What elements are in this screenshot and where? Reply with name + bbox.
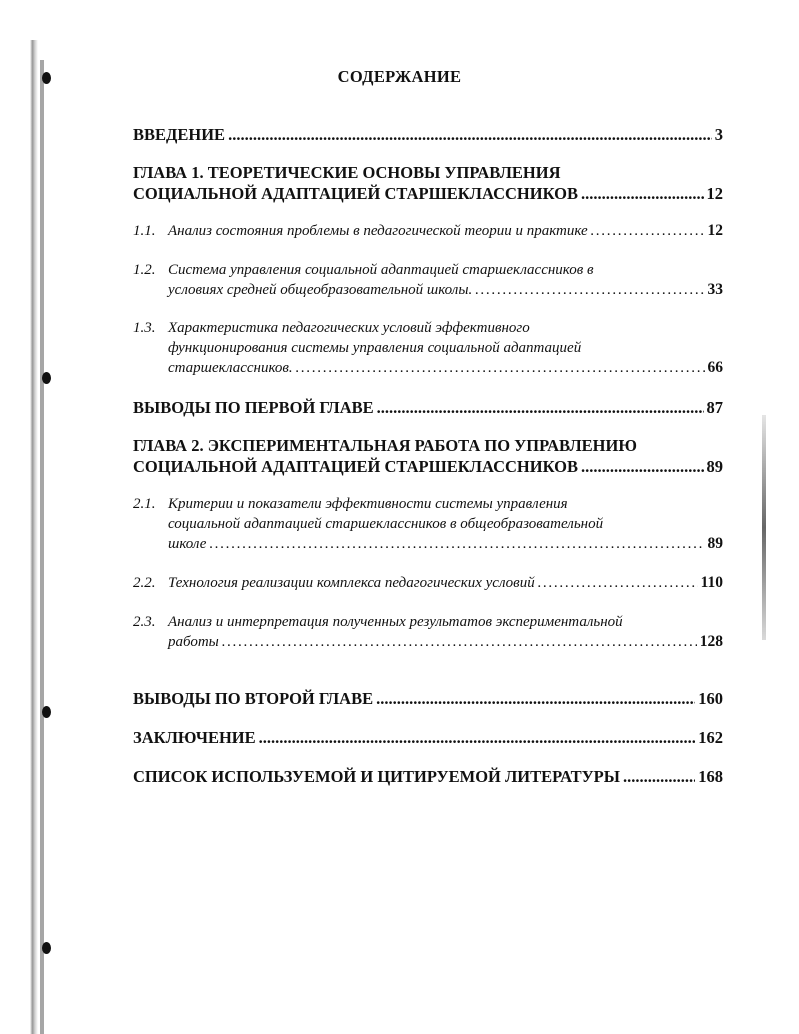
scan-binding-line: [40, 60, 44, 1034]
toc-entry-conclusion[interactable]: [133, 727, 723, 748]
toc-label: Технология реализации комплекса педагогических условий: [168, 575, 535, 591]
toc-entry-chapter-2[interactable]: [133, 435, 723, 477]
section-number: 2.2.: [133, 575, 156, 591]
toc-label: Анализ и интерпретация полученных результатов экспериментальной: [168, 614, 623, 630]
toc-label: условиях средней общеобразовательной школы.: [168, 282, 473, 298]
toc-page-number: 12: [707, 222, 723, 239]
page-title: СОДЕРЖАНИЕ: [337, 67, 462, 86]
toc-page-number: 89: [707, 535, 723, 552]
leader-dots: [591, 221, 705, 241]
punch-hole-mark: [42, 942, 51, 954]
toc-entry-section-1-2[interactable]: [133, 260, 723, 300]
toc-label: ВЫВОДЫ ПО ПЕРВОЙ ГЛАВЕ: [133, 398, 374, 417]
punch-hole-mark: [42, 706, 51, 718]
toc-label: старшеклассников.: [168, 360, 293, 376]
leader-dots: [222, 632, 697, 652]
toc-page-number: 110: [700, 574, 723, 591]
toc-entry-bibliography[interactable]: [133, 766, 723, 787]
toc-page-number: 66: [707, 359, 723, 376]
toc-page-number: 168: [698, 767, 723, 786]
toc-page-number: 12: [706, 184, 723, 203]
section-number: 1.2.: [133, 262, 156, 278]
toc-entry-section-1-1[interactable]: [133, 221, 723, 241]
section-number: 2.1.: [133, 496, 156, 512]
leader-dots: [209, 534, 704, 554]
toc-entry-section-2-2[interactable]: [133, 573, 723, 593]
toc-label: ЗАКЛЮЧЕНИЕ: [133, 728, 256, 747]
toc-entry-section-2-1[interactable]: [133, 494, 723, 554]
leader-dots: [296, 358, 705, 378]
toc-label: ВЫВОДЫ ПО ВТОРОЙ ГЛАВЕ: [133, 689, 374, 708]
leader-dots: [377, 397, 704, 418]
toc-label: ГЛАВА 1. ТЕОРЕТИЧЕСКИЕ ОСНОВЫ УПРАВЛЕНИЯ: [133, 163, 561, 182]
leader-dots: [623, 766, 695, 787]
toc-label: Система управления социальной адаптацией старшеклассников в: [168, 262, 594, 278]
toc-entry-section-2-3[interactable]: [133, 612, 723, 652]
toc-label: Анализ состояния проблемы в педагогической теории и практике: [168, 223, 588, 239]
toc-entry-intro[interactable]: [133, 124, 723, 145]
punch-hole-mark: [42, 372, 51, 384]
toc-label: школе: [168, 536, 207, 552]
section-number: 2.3.: [133, 614, 156, 630]
section-number: 1.1.: [133, 223, 156, 239]
toc-page-number: 33: [707, 281, 723, 298]
toc-label: социальной адаптацией старшеклассников в общеобразовательной: [168, 516, 604, 532]
toc-entry-section-1-3[interactable]: [133, 318, 723, 378]
leader-dots: [581, 183, 704, 204]
toc-label: СПИСОК ИСПОЛЬЗУЕМОЙ И ЦИТИРУЕМОЙ ЛИТЕРАТУРЫ: [133, 767, 620, 786]
toc-label: Характеристика педагогических условий эффективного: [168, 320, 530, 336]
toc-page-number: 160: [698, 689, 723, 708]
toc-page-number: 3: [714, 125, 723, 144]
toc-label: СОЦИАЛЬНОЙ АДАПТАЦИЕЙ СТАРШЕКЛАССНИКОВ: [133, 184, 578, 203]
leader-dots: [581, 456, 704, 477]
leader-dots: [259, 727, 696, 748]
leader-dots: [475, 280, 704, 300]
toc-entry-conclusions-2[interactable]: [133, 688, 723, 709]
toc-label: работы: [168, 634, 219, 650]
toc-label: ГЛАВА 2. ЭКСПЕРИМЕНТАЛЬНАЯ РАБОТА ПО УПРАВЛЕНИЮ: [133, 436, 637, 455]
leader-dots: [228, 124, 712, 145]
section-number: 1.3.: [133, 320, 156, 336]
toc-label: СОЦИАЛЬНОЙ АДАПТАЦИЕЙ СТАРШЕКЛАССНИКОВ: [133, 457, 578, 476]
toc-page-number: 162: [698, 728, 723, 747]
toc-page-number: 128: [699, 633, 723, 650]
scan-shadow-edge: [30, 40, 38, 1034]
toc-page-number: 87: [706, 398, 723, 417]
toc-label: Критерии и показатели эффективности системы управления: [168, 496, 568, 512]
leader-dots: [376, 688, 695, 709]
leader-dots: [538, 573, 698, 593]
scan-right-mark: [762, 415, 766, 640]
toc-entry-conclusions-1[interactable]: [133, 397, 723, 418]
toc-label: ВВЕДЕНИЕ: [133, 125, 226, 144]
toc-entry-chapter-1[interactable]: [133, 162, 723, 204]
toc-label: функционирования системы управления социальной адаптацией: [168, 340, 582, 356]
toc-page-number: 89: [706, 457, 723, 476]
